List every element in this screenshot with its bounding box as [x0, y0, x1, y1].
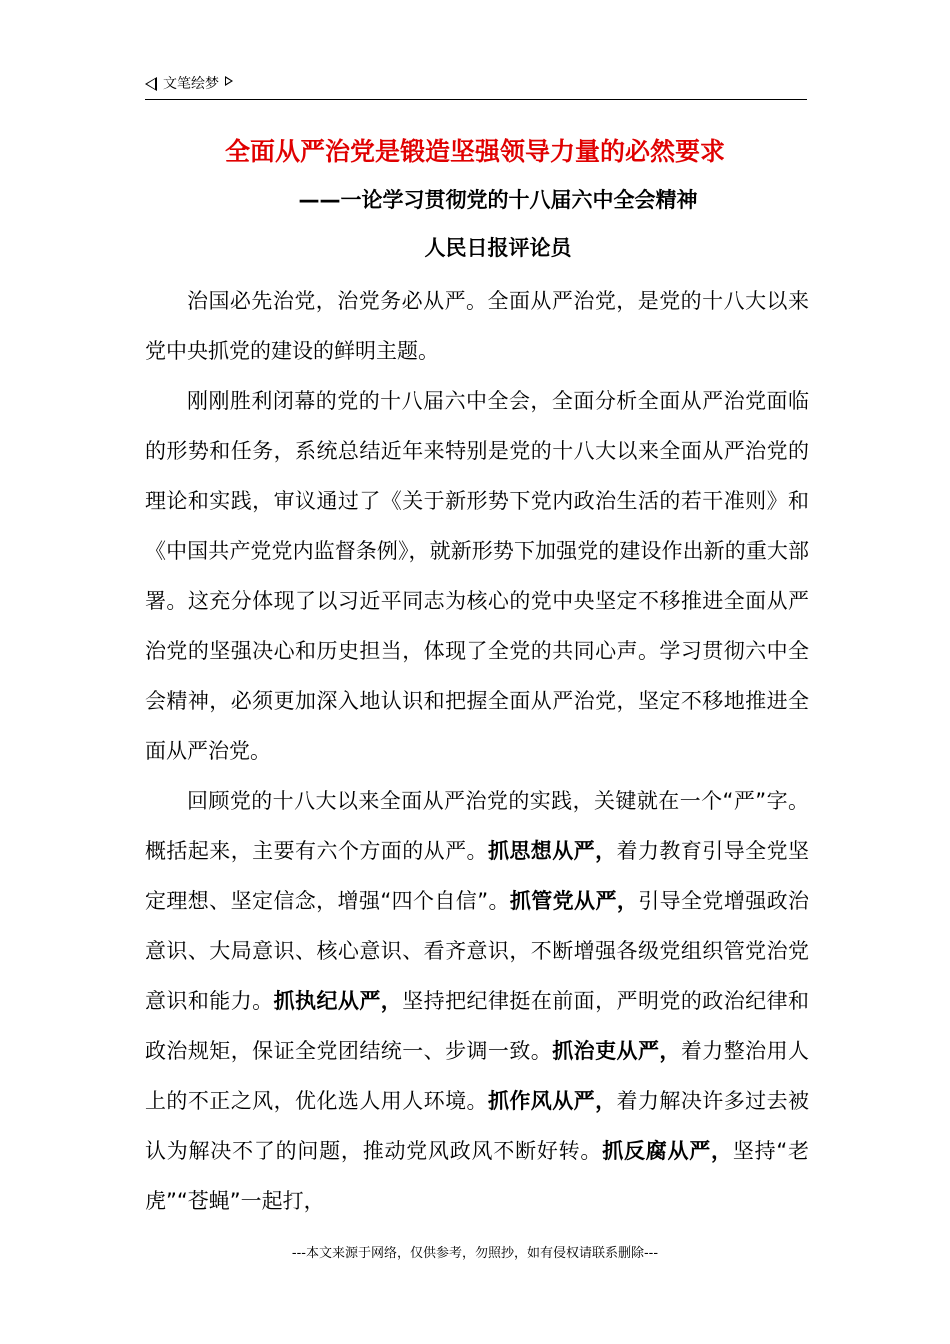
- triangle-left-icon: [145, 77, 157, 91]
- text-run: 引导全党增强政治意识、大局意识、核心意识、看齐意识，不断增强各级党组织管党治党意识和能力。: [145, 889, 810, 1013]
- bold-phrase: 抓执纪从严，: [273, 989, 403, 1013]
- header-brand: [145, 74, 233, 94]
- text-run: 刚刚胜利闭幕的党的十八届六中全会，全面分析全面从严治党面临的形势和任务，系统总结近年来特别是党的十八大以来全面从严治党的理论和实践，审议通过了《关于新形势下党内政治生活的若干准则》和《中国共产党党内监督条例》，就新形势下加强党的建设作出新的重大部署。这充分体现了以习近平同志为核心的党中央坚定不移推进全面从严治党的坚强决心和历史担当，体现了全党的共同心声。学习贯彻六中全会精神，必须更加深入地认识和把握全面从严治党，坚定不移地推进全面从严治党。: [145, 389, 809, 763]
- text-run: 坚持“老虎”“苍蝇”一起打，: [145, 1139, 810, 1213]
- text-run: 治国必先治党，治党务必从严。全面从严治党，是党的十八大以来党中央抓党的建设的鲜明主题。: [145, 289, 809, 363]
- bold-phrase: 抓管党从严，: [509, 889, 639, 913]
- text-run: 着力解决许多过去被认为解决不了的问题，推动党风政风不断好转。: [145, 1089, 810, 1163]
- bold-phrase: 抓作风从严，: [487, 1089, 617, 1113]
- paragraph: [145, 776, 809, 1226]
- bold-phrase: 抓思想从严，: [487, 839, 617, 863]
- bold-phrase: 抓治吏从严，: [552, 1039, 681, 1063]
- bold-phrase: 抓反腐从严，: [602, 1139, 733, 1163]
- header-text: 文笔绘梦: [163, 76, 219, 92]
- article-title: 全面从严治党是锻造坚强领导力量的必然要求: [224, 137, 725, 166]
- page-header: [145, 72, 807, 100]
- text-run: 回顾党的十八大以来全面从严治党的实践，关键就在一个“严”字。概括起来，主要有六个方面的从严。: [145, 789, 809, 863]
- article-subtitle: ——一论学习贯彻党的十八届六中全会精神: [298, 188, 698, 212]
- text-run: 着力整治用人上的不正之风，优化选人用人环境。: [145, 1039, 810, 1113]
- triangle-right-icon: [225, 76, 233, 86]
- article-body: [145, 276, 809, 1226]
- text-run: 着力教育引导全党坚定理想、坚定信念，增强“四个自信”。: [145, 839, 810, 913]
- text-run: 坚持把纪律挺在前面，严明党的政治纪律和政治规矩，保证全党团结统一、步调一致。: [145, 989, 810, 1063]
- page-footer: ---本文来源于网络，仅供参考，勿照抄，如有侵权请联系删除---: [291, 1246, 659, 1261]
- paragraph: [145, 376, 809, 776]
- paragraph: [145, 276, 809, 376]
- article-author: 人民日报评论员: [424, 236, 572, 260]
